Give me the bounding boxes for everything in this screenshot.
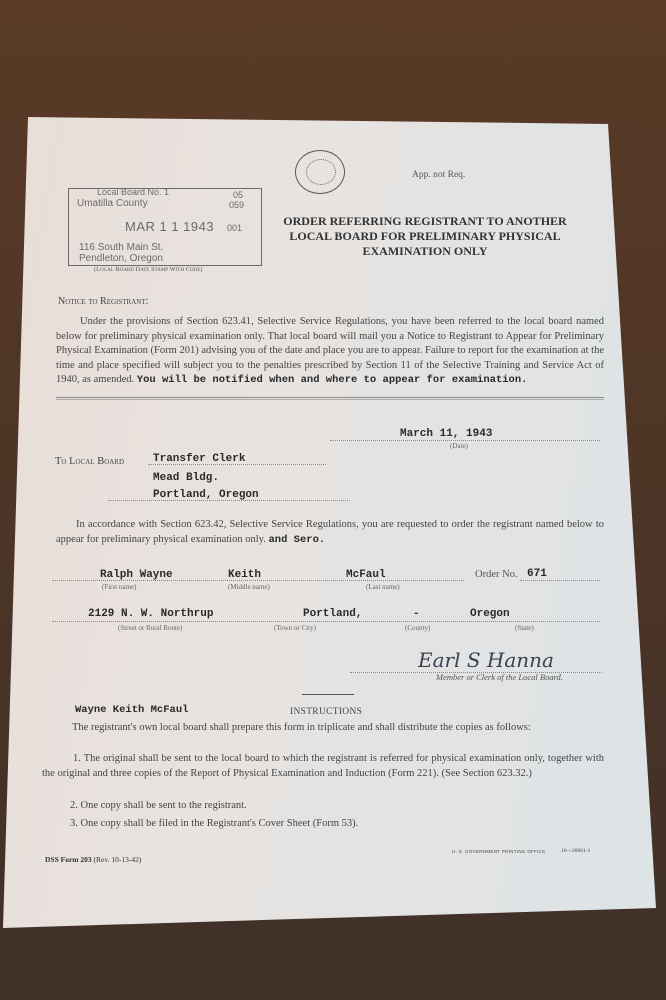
instructions-intro: The registrant's own local board shall prepare this form in triplicate and shall distribute the copies as follows:	[72, 722, 531, 733]
stamp-date: MAR 1 1 1943	[125, 219, 215, 234]
date-line	[330, 440, 600, 441]
stamp-code: 05	[233, 190, 244, 200]
document-title	[270, 214, 580, 259]
to-local-board-label: To Local Board	[55, 456, 125, 467]
print-code: 16—20061-1	[561, 848, 591, 854]
street: 2129 N. W. Northrup	[88, 608, 214, 620]
street-label: (Street or Rural Route)	[118, 624, 183, 632]
city-label: (Town or City)	[274, 624, 316, 632]
selective-service-seal-icon	[295, 150, 345, 194]
title-line: ORDER REFERRING REGISTRANT TO ANOTHER	[283, 214, 567, 228]
signature: Earl S Hanna	[418, 648, 554, 672]
order-no-label: Order No.	[475, 569, 518, 580]
instructions-heading: INSTRUCTIONS	[290, 707, 363, 717]
date-label: (Date)	[450, 442, 468, 450]
order-no: 671	[527, 568, 547, 580]
form-revision: (Rev. 10-13-42)	[93, 855, 142, 864]
last-name-label: (Last name)	[366, 583, 400, 591]
section-divider	[56, 399, 604, 400]
stamp-caption: (Local Board Date Stamp With Code)	[94, 266, 203, 273]
stamp-address: 116 South Main St.	[79, 242, 164, 253]
form-id: DSS Form 203	[45, 855, 92, 864]
stamp-county: Umatilla County	[77, 198, 148, 209]
date-value: March 11, 1943	[400, 428, 493, 440]
board-city: Portland, Oregon	[153, 489, 259, 501]
county: -	[413, 608, 420, 620]
notice-body	[56, 315, 604, 388]
stamp-code: 059	[229, 200, 245, 210]
notice-heading: Notice to Registrant:	[58, 296, 149, 307]
notice-typed-addendum: You will be notified when and where to appear for examination.	[136, 374, 528, 387]
notice-text: Under the provisions of Section 623.41, Selective Service Regulations, you have been referred to the local board named below for preliminary physical examination only. That local board will mail you a Notice to Registrant to Appear for Preliminary Physical Examination (Form 201) advising you of the date and place you are to appear. Failure to report for the examination at the time and place specified will subject you to the penalties prescribed by Section 11 of the Selective Training and Service Act of 1940, as amended.	[56, 316, 604, 386]
middle-name-label: (Middle name)	[228, 583, 270, 591]
address-line	[52, 621, 600, 622]
title-line: LOCAL BOARD FOR PRELIMINARY PHYSICAL	[289, 229, 561, 243]
approval-note: App. not Req.	[412, 170, 466, 180]
middle-name: Keith	[228, 569, 262, 581]
title-line: EXAMINATION ONLY	[362, 244, 488, 258]
board-name: Transfer Clerk	[153, 453, 246, 465]
section-divider	[56, 397, 604, 398]
stamp-city: Pendleton, Oregon	[79, 253, 163, 264]
printer-imprint: U. S. GOVERNMENT PRINTING OFFICE	[452, 849, 546, 854]
county-label: (County)	[405, 624, 431, 632]
request-text: In accordance with Section 623.42, Selective Service Regulations, you are requested to order the registrant named below to appear for preliminary physical examination only.	[56, 519, 604, 545]
city: Portland,	[303, 608, 363, 620]
request-typed-addendum: and Sero.	[268, 533, 326, 546]
instruction-item-3: 3. One copy shall be filed in the Registrant's Cover Sheet (Form 53).	[70, 818, 359, 829]
first-name: Ralph Wayne	[100, 569, 173, 581]
board-address: Mead Bldg.	[153, 472, 220, 484]
instruction-item-1: 1. The original shall be sent to the local board to which the registrant is referred for physical examination only, together with the original and three copies of the Report of Physical Examination and Induction (Form 221). (See Section 623.32.)	[42, 753, 604, 779]
stamp-code: 001	[227, 223, 243, 233]
first-name-label: (First name)	[102, 583, 137, 591]
typed-registrant-name: Wayne Keith McFaul	[75, 704, 189, 716]
form-id-footer	[45, 855, 141, 864]
signature-label: Member or Clerk of the Local Board.	[436, 672, 563, 682]
state: Oregon	[470, 608, 510, 620]
instruction-item-2: 2. One copy shall be sent to the registrant.	[70, 800, 247, 811]
stamp-board-line: Local Board No. 1	[97, 187, 170, 197]
local-board-date-stamp	[68, 188, 262, 266]
state-label: (State)	[515, 624, 534, 632]
last-name: McFaul	[346, 569, 386, 581]
request-body	[56, 518, 604, 547]
order-no-line	[520, 580, 600, 581]
short-divider	[302, 694, 354, 695]
